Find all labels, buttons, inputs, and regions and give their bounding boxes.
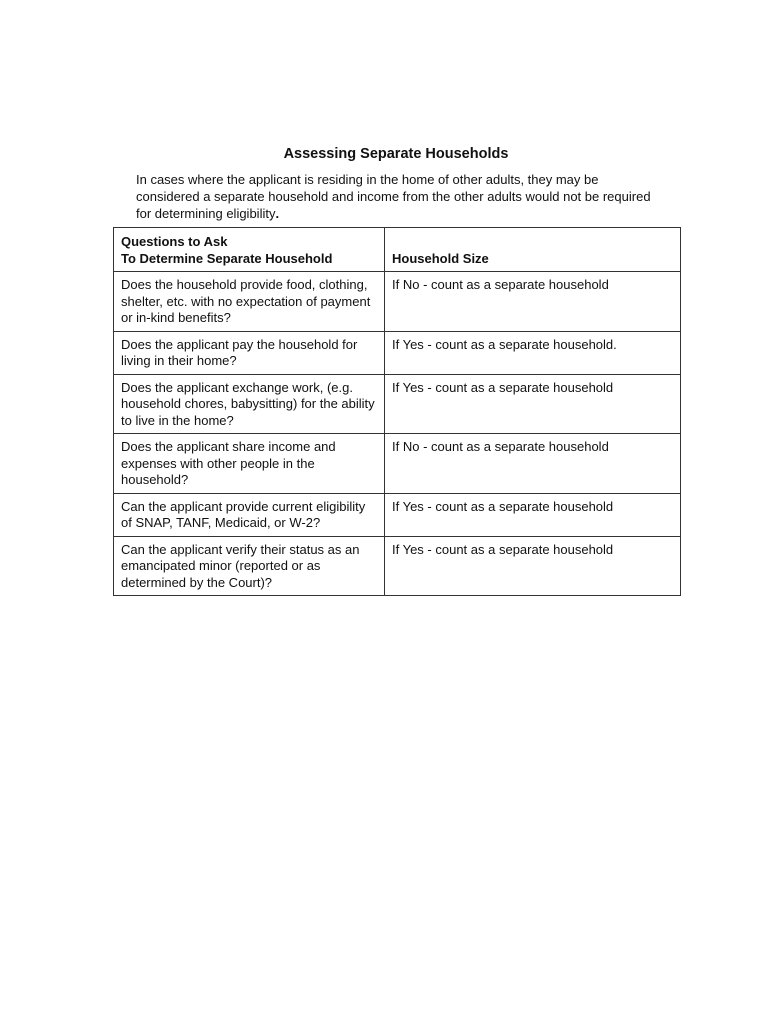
header-questions <box>114 228 385 272</box>
row-answer: If Yes - count as a separate household <box>385 374 681 434</box>
row-question: Does the household provide food, clothing, shelter, etc. with no expectation of payment or in-kind benefits? <box>114 272 385 332</box>
row-question: Does the applicant share income and expenses with other people in the household? <box>114 434 385 494</box>
header-questions-line1: Questions to Ask <box>121 234 228 249</box>
row-question: Can the applicant provide current eligibility of SNAP, TANF, Medicaid, or W-2? <box>114 493 385 536</box>
row-answer: If No - count as a separate household <box>385 434 681 494</box>
table-row <box>114 536 681 596</box>
row-question: Does the applicant exchange work, (e.g. household chores, babysitting) for the ability to live in the home? <box>114 374 385 434</box>
table-row <box>114 493 681 536</box>
header-household-size: Household Size <box>385 228 681 272</box>
table-row <box>114 272 681 332</box>
row-question: Can the applicant verify their status as an emancipated minor (reported or as determined by the Court)? <box>114 536 385 596</box>
row-question: Does the applicant pay the household for living in their home? <box>114 331 385 374</box>
row-answer: If Yes - count as a separate household <box>385 493 681 536</box>
page-title: Assessing Separate Households <box>283 146 509 162</box>
table-header-row <box>114 228 681 272</box>
row-answer: If Yes - count as a separate household. <box>385 331 681 374</box>
table-row <box>114 331 681 374</box>
header-questions-line2: To Determine Separate Household <box>121 250 333 266</box>
household-table <box>113 227 681 596</box>
intro-paragraph <box>136 171 656 222</box>
table-row <box>114 374 681 434</box>
row-answer: If No - count as a separate household <box>385 272 681 332</box>
intro-text: In cases where the applicant is residing in the home of other adults, they may be considered a separate household and income from the other adults would not be required for determining eligibility <box>136 172 651 221</box>
row-answer: If Yes - count as a separate household <box>385 536 681 596</box>
intro-period: . <box>275 206 280 221</box>
table-row <box>114 434 681 494</box>
